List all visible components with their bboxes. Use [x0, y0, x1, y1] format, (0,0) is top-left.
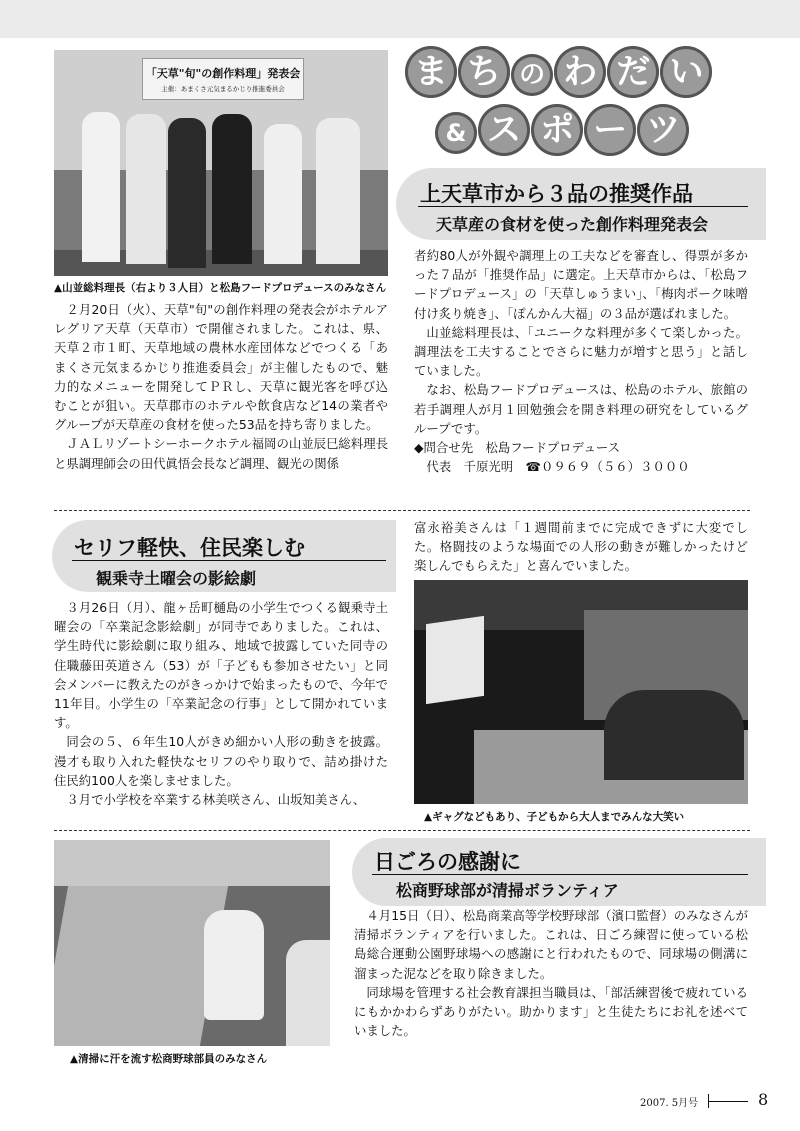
top-band — [0, 0, 800, 38]
title-char: ま — [405, 46, 457, 98]
footer-rule — [708, 1101, 748, 1102]
article2-subheadline: 観乗寺土曜会の影絵劇 — [96, 569, 257, 588]
paragraph: ２月20日（火）、天草"旬"の創作料理の発表会がホテルアレグリア天草（天草市）で開催されました。これは、県、天草２市１町、天草地域の農林水産団体などでつくる「あまくさ元気まるかじり推進委員会」が主催したもので、魅力的なメニューを開発してＰＲし、天草に観光客を呼び込むことが狙い。天草郡市のホテルや飲食店など14の業者やグループが天草産の食材を使った53品を持ち寄りました。 — [54, 302, 388, 433]
paragraph: ３月で小学校を卒業する林美咲さん、山坂知美さん、 — [66, 792, 366, 808]
paragraph: なお、松島フードプロデュースは、松島のホテル、旅館の若手調理人が月１回勉強会を開き料理の研究をしているグループです。 — [414, 382, 748, 436]
event-banner — [142, 58, 304, 100]
section-title-line1 — [405, 46, 708, 98]
divider — [54, 510, 750, 511]
article1-subheadline: 天草産の食材を使った創作料理発表会 — [436, 215, 709, 234]
divider — [54, 830, 750, 831]
paragraph: 者約80人が外観や調理上の工夫などを審査し、得票が多かった７品が「推奨作品」に選定。上天草市からは、「松島フードプロデュース」の「天草しゅうまい」、「梅肉ポーク味噌付け炙り焼き」、「ぽんかん大福」の３品が選ばれました。 — [414, 248, 748, 321]
title-char: わ — [554, 46, 606, 98]
headline-underline — [72, 560, 386, 561]
headline-underline — [418, 206, 748, 207]
paragraph: ４月15日（日）、松島商業高等学校野球部（濱口監督）のみなさんが清掃ボランティアを行いました。これは、日ごろ練習に使っている松島総合運動公園野球場への感謝にと行われたもので、同球場の側溝に溜まった泥などを取り除きました。 — [354, 908, 748, 981]
paragraph: 同会の５、６年生10人がきめ細かい人形の動きを披露。漫才も取り入れた軽快なセリフのやり取りで、詰め掛けた住民約100人を楽しませました。 — [54, 734, 388, 788]
title-char: ポ — [531, 104, 583, 156]
page-number: 8 — [758, 1090, 769, 1109]
issue-label: 2007. 5月号 — [640, 1098, 699, 1109]
article1-left-text — [54, 300, 388, 473]
paragraph: 山並総料理長は、「ユニークな料理が多くて楽しかった。調理法を工夫することでさらに魅力が増すと思う」と話していました。 — [414, 324, 748, 379]
article3-headline: 日ごろの感謝に — [374, 850, 521, 874]
article3-text — [354, 906, 748, 1040]
paragraph: ３月26日（月）、龍ヶ岳町樋島の小学生でつくる観乗寺土曜会の「卒業記念影絵劇」が同寺でありました。これは、学生時代に影絵劇に取り組み、地域で披露していた同寺の住職藤田英道さん（53）が「子どもも参加させたい」と同会メンバーに教えたのがきっかけで始まったもので、今年で11年目。小学生の「卒業記念の行事」として開かれています。 — [54, 600, 388, 731]
cooking-event-photo — [54, 50, 388, 276]
photo-caption: ▲ギャグなどもあり、子どもから大人までみんな大笑い — [424, 811, 685, 823]
baseball-cleanup-photo — [54, 840, 330, 1046]
title-char: ス — [478, 104, 530, 156]
title-char: ー — [584, 104, 636, 156]
title-char: の — [511, 54, 553, 96]
article2-right-text — [414, 518, 748, 576]
contact-person: 代表 千原光明 ☎０９６９（５６）３０００ — [426, 459, 690, 475]
section-title-line2 — [435, 104, 685, 156]
article3-subheadline: 松商野球部が清掃ボランティア — [396, 881, 619, 900]
title-char: ち — [458, 46, 510, 98]
photo-caption: ▲山並総料理長（右より３人目）と松島フードプロデュースのみなさん — [54, 282, 387, 294]
paragraph: 同球場を管理する社会教育課担当職員は、「部活練習後で疲れているにもかかわらずありがたい。助かります」と生徒たちにお礼を述べていました。 — [354, 984, 748, 1039]
shadow-screen — [426, 616, 484, 704]
photo-caption: ▲清掃に汗を流す松商野球部員のみなさん — [70, 1053, 268, 1065]
shadow-play-photo — [414, 580, 748, 804]
article2-left-text — [54, 598, 388, 809]
section-title — [405, 46, 745, 166]
headline-underline — [372, 874, 748, 875]
title-char: & — [435, 112, 477, 154]
paragraph: ＪＡＬリゾートシーホークホテル福岡の山並辰巳総料理長と県調理師会の田代眞悟会長など調理、観光の関係 — [54, 436, 388, 471]
title-char: ツ — [637, 104, 689, 156]
article2-headline: セリフ軽快、住民楽しむ — [74, 536, 305, 560]
paragraph: 富永裕美さんは「１週間前までに完成できずに大変でした。格闘技のような場面での人形の動きが難しかったけど楽しんでもらえた」と喜んでいました。 — [414, 520, 748, 574]
contact-label: ◆問合せ先 松島フードプロデュース — [414, 440, 621, 456]
banner-subtitle: 主催：あまくさ元気まるかじり推進委員会 — [161, 85, 285, 93]
banner-title: 「天草"旬"の創作料理」発表会 — [145, 67, 301, 80]
title-char: だ — [607, 46, 659, 98]
article1-right-text — [414, 246, 748, 476]
title-char: い — [660, 46, 712, 98]
article1-headline: 上天草市から３品の推奨作品 — [420, 182, 693, 206]
